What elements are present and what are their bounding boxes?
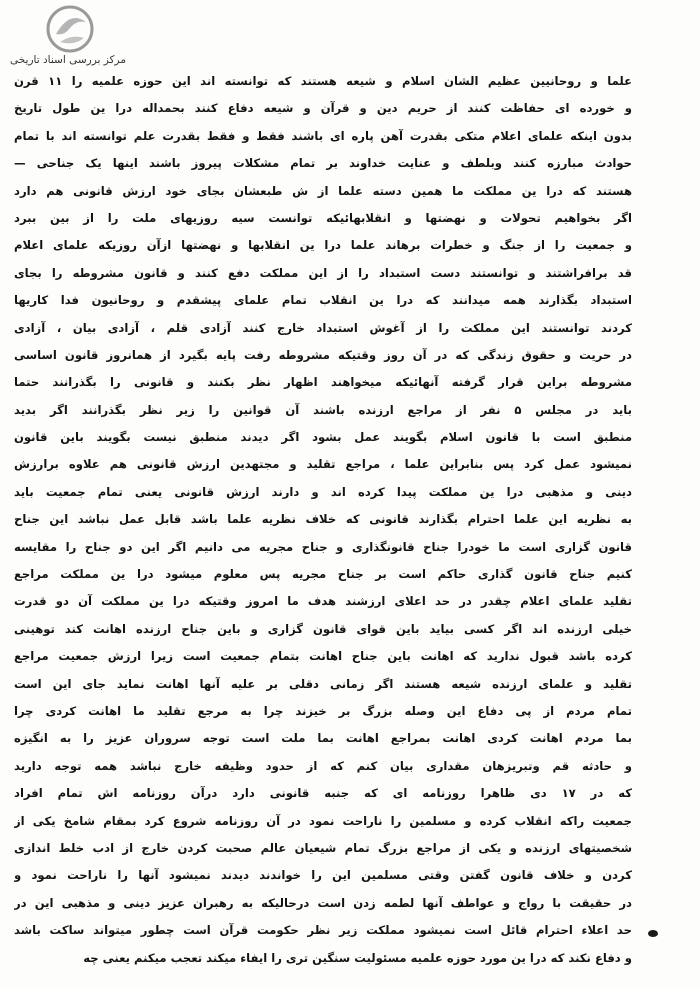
logo-text: مرکز بررسی اسناد تاریخی [10,54,126,66]
text-line: کنیم جناح قانون گذاری حاکم است بر جناح مجریه پس معلوم میشود درا ین مملکت مراجع [14,567,632,582]
text-line: تقلید علمای اعلام چقدر در حد اعلای ارزشند هدف ما امروز وقتیکه درا ین مملکت آن دو قدرت [14,594,632,609]
text-line: قانون گزاری است ما خودرا جناح قانونگذاری و جناح مجریه می دانیم اگر این دو جناح را مقایسه [14,539,632,554]
text-line: دینی و مذهبی درا ین مملکت پیدا کرده اند و دارند ارزش قانونی یعنی تمام جمعیت باید [14,484,632,499]
text-line: که در ۱۷ دی ظاهرا روزنامه ای که جنبه قانونی دارد درآن روزنامه اش تمام افراد [14,786,632,801]
text-line: و خورده ای حفاظت کنند از حریم دین و قرآن و شیعه دفاع کنند بحمداله درا ین طول تاریخ [14,101,632,116]
text-line: بدون اینکه علمای اعلام متکی بقدرت آهن پاره ای باشند فقط و فقط بقدرت علم توانسته اند با تمام [14,128,632,143]
text-line: خیلی ارزنده اند اگر کسی بیاید باین قوای قانون گزاری و باین جناح ارزنده اهانت کند توهینی [14,621,632,636]
document-body [14,68,632,972]
text-line: باید در مجلس ۵ نفر از مراجع ارزنده باشند آن قوانین را زیر نظر بگذرانند اگر بدید [14,402,632,417]
text-line: در حقیقت با رواج و عواطف آنها لطمه زدن است درحالیکه به رهبران عزیز دینی و مذهبی این در [14,895,632,910]
text-line: حد اعلاء احترام قائل است نمیشود مملکت زیر نظر حکومت قرآن است چطور میتواند ساکت باشد [14,923,632,938]
text-line: نمیشود عمل کرد پس بنابراین علما ، مراجع تقلید و مجتهدین ارزش قانونی هم علاوه برارزش [14,457,632,472]
text-line: کرده باشد قبول ندارید که اهانت باین جناح اهانت بتمام جمعیت است زیرا ارزش جمعیت مراجع [14,649,632,664]
text-line: هستند که درا ین مملکت ما همین دسته علما از ش طبعشان بجای خود ارزش قانونی هم دارد [14,183,632,198]
text-line: و حادثه قم وتبریزهان مقداری بیان کنم که از حدود وظیفه خارج نباشد همه توجه دارید [14,758,632,773]
text-line: بما مردم اهانت کردی اهانت بمراجع اهانت بما ملت است توجه سروران عزیز را به انگیزه [14,731,632,746]
text-line: و جمعیت را از جنگ و خطرات برهاند علما درا ین انقلابها و نهضتها ازآن روزیکه علمای اعلام [14,238,632,253]
text-line: کردند توانستند این مملکت را از آغوش استبداد خارج کنند آزادی قلم ، آزادی بیان ، آزادی [14,320,632,335]
text-line: تمام مردم از پی دفاع این وصله بزرگ بر خیزند چرا به مرجع تقلید ما اهانت کردی چرا [14,703,632,718]
text-line: تقلید و علمای ارزنده شیعه هستند اگر زمانی دقلی بر علیه آنها اهانت نماید جای این است [14,676,632,691]
text-line: علما و روحانیین عظیم الشان اسلام و شیعه هستند که توانسته اند این حوزه علمیه را ۱۱ قرن [14,74,632,88]
text-line: استبداد بگذارند همه میدانند که درا ین انقلاب تمام علمای پیشقدم و روحانیون فدا کاریها [14,293,632,308]
text-line: شخصیتهای ارزنده و یکی از مراجع بزرگ تمام شیعیان عالم صحبت کردن خارج از ادب خلط اندازی [14,840,632,855]
text-line: به نظریه این علما احترام بگذارند قانونی که خلاف نظریه علما باشد قابل عمل نباشد این جناح [14,512,632,527]
archive-seal-icon [42,4,98,56]
text-line: جمعیت راکه انقلاب کرده و مسلمین را ناراحت نمود در آن روزنامه شروع کرد بمقام شامخ یکی از [14,813,632,828]
text-line: کردن و خلاف قانون گفتن وقتی مسلمین این را خواندند دیدند نمیشود آنها را ناراحت نمود و [14,868,632,883]
text-line: حوادث مبارزه کنند وبلطف و عنایت خداوند بر تمام مشکلات پیروز باشند اینها یک جناحی — [14,156,632,171]
text-line: مشروطه براین قرار گرفته آنهائیکه میخواهند اظهار نظر بکنند و قانونی را بگذرانند حتما [14,375,632,390]
text-line: در حریت و حقوق زندگی که در آن روز وقتیکه مشروطه رفت پایه بگیرد از همانروز قانون اساسی [14,347,632,362]
text-line: اگر بخواهیم تحولات و نهضتها و انقلابهائیکه توانست سیه روزیهای ملت را از بین ببرد [14,210,632,225]
text-line: منطبق است با قانون اسلام بگویند عمل بشود اگر دیدند منطبق نیست بگویند باین قانون [14,430,632,445]
ink-mark [648,930,658,937]
text-line: قد برافراشتند و توانستند دست استبداد را از این مملکت دفع کنند و قانون مشروطه را بجای [14,265,632,280]
text-line: و دفاع نکند که درا ین مورد حوزه علمیه مسئولیت سنگین تری را ایفاء میکند تعجب میکنم یعنی چه [83,950,632,965]
